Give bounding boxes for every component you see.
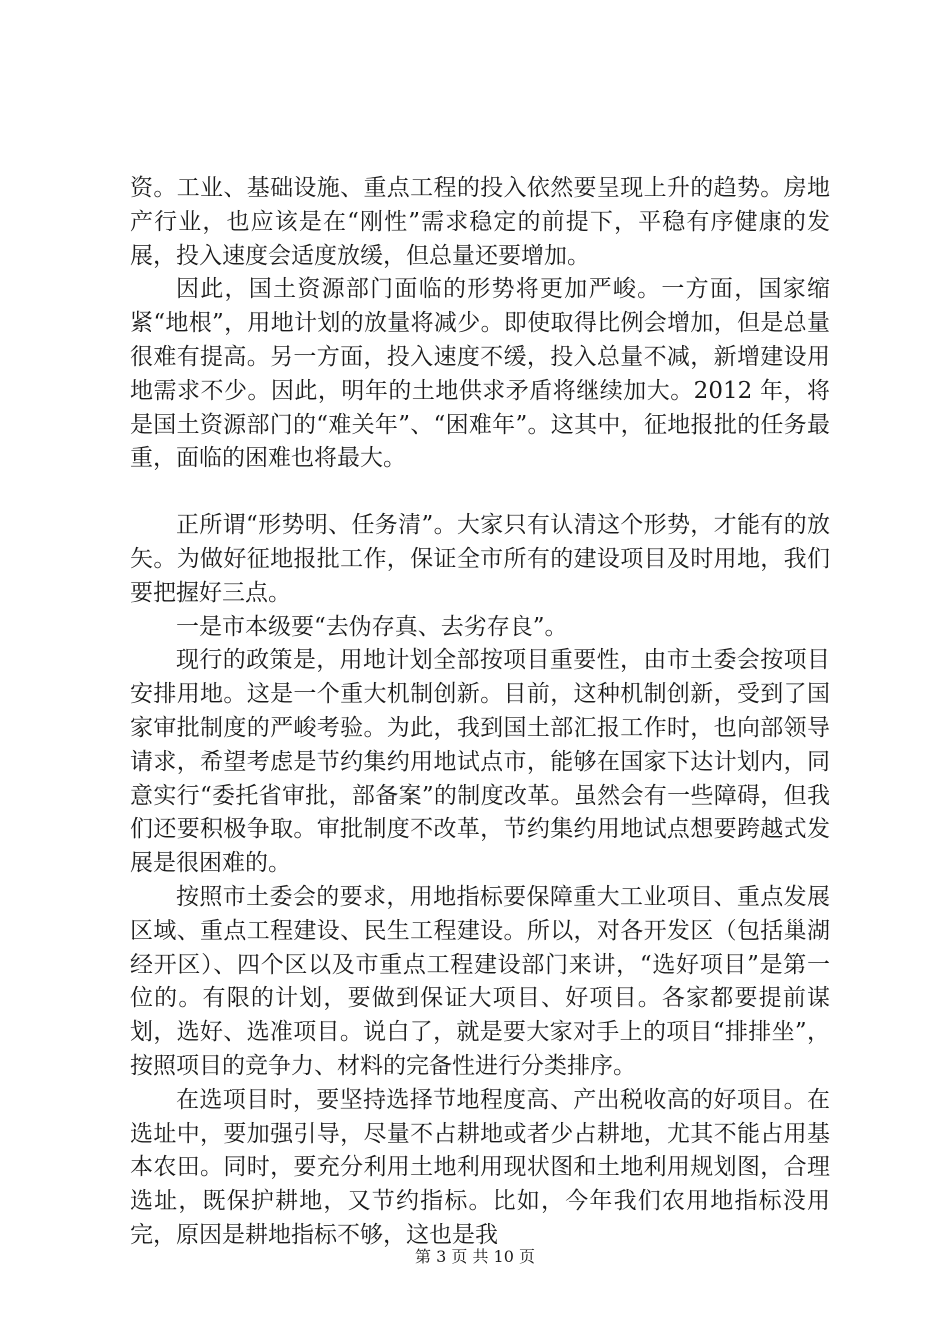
paragraph-1: 资。工业、基础设施、重点工程的投入依然要呈现上升的趋势。房地产行业，也应该是在“刚性”需求稳定的前提下，平稳有序健康的发展，投入速度会适度放缓，但总量还要增加。 <box>130 175 830 269</box>
paragraph-2: 因此，国土资源部门面临的形势将更加严峻。一方面，国家缩紧“地根”，用地计划的放量将减少。即使取得比例会增加，但是总量很难有提高。另一方面，投入速度不缓，投入总量不减，新增建设用地需求不少。因此，明年的土地供求矛盾将继续加大。2012 年，将是国土资源部门的“难关年”、“困难年”。这其中，征地报批的任务最重，面临的困难也将最大。 <box>130 276 830 472</box>
paragraph-3: 正所谓“形势明、任务清”。大家只有认清这个形势，才能有的放矢。为做好征地报批工作，保证全市所有的建设项目及时用地，我们要把握好三点。 <box>130 512 830 606</box>
page-number-footer: 第 3 页 共 10 页 <box>415 1247 535 1266</box>
paragraph-5: 现行的政策是，用地计划全部按项目重要性，由市土委会按项目安排用地。这是一个重大机制创新。目前，这种机制创新，受到了国家审批制度的严峻考验。为此，我到国土部汇报工作时，也向部领导请求，希望考虑是节约集约用地试点市，能够在国家下达计划内，同意实行“委托省审批，部备案”的制度改革。虽然会有一些障碍，但我们还要积极争取。审批制度不改革，节约集约用地试点想要跨越式发展是很困难的。 <box>130 647 830 877</box>
paragraph-4: 一是市本级要“去伪存真、去劣存良”。 <box>176 613 568 640</box>
paragraph-7: 在选项目时，要坚持选择节地程度高、产出税收高的好项目。在选址中，要加强引导，尽量不占耕地或者少占耕地，尤其不能占用基本农田。同时，要充分利用土地利用现状图和土地利用规划图，合理选址，既保护耕地，又节约指标。比如，今年我们农用地指标没用完，原因是耕地指标不够，这也是我 <box>130 1086 830 1248</box>
document-body <box>130 172 830 1253</box>
paragraph-6: 按照市土委会的要求，用地指标要保障重大工业项目、重点发展区域、重点工程建设、民生工程建设。所以，对各开发区（包括巢湖经开区）、四个区以及市重点工程建设部门来讲，“选好项目”是第一位的。有限的计划，要做到保证大项目、好项目。各家都要提前谋划，选好、选准项目。说白了，就是要大家对手上的项目“排排坐”，按照项目的竞争力、材料的完备性进行分类排序。 <box>130 883 830 1079</box>
